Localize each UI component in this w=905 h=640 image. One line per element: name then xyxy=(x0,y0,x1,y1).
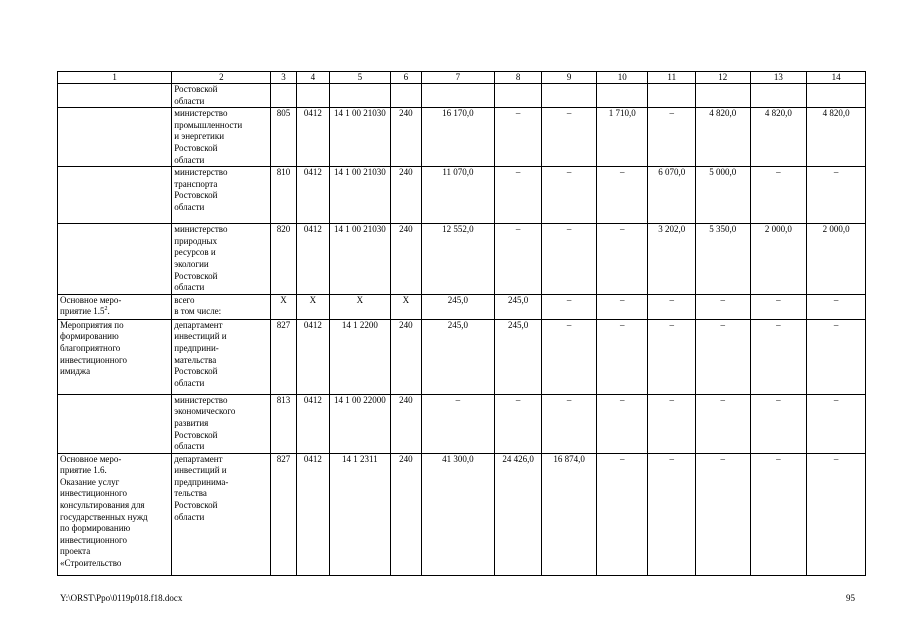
value-cell xyxy=(271,453,296,575)
value-cell xyxy=(807,224,866,295)
cell-text: – xyxy=(566,394,572,405)
value-cell xyxy=(648,453,696,575)
value-cell xyxy=(330,167,391,224)
value-cell xyxy=(750,394,807,453)
table-row xyxy=(58,167,866,224)
value-cell xyxy=(390,224,421,295)
table-row xyxy=(58,108,866,167)
value-cell xyxy=(807,167,866,224)
cell-text: 24 426,0 xyxy=(502,453,534,464)
value-cell xyxy=(422,108,495,167)
value-cell xyxy=(696,319,751,394)
col-header: 9 xyxy=(542,72,597,84)
value-cell xyxy=(596,453,648,575)
value-cell xyxy=(330,224,391,295)
value-cell xyxy=(696,394,751,453)
value-cell xyxy=(807,294,866,319)
cell-text: 14 1 00 21030 xyxy=(333,167,386,178)
cell-text: – xyxy=(833,167,839,178)
cell-text: – xyxy=(669,394,674,405)
col-header: 4 xyxy=(296,72,329,84)
table-row xyxy=(58,224,866,295)
value-cell xyxy=(296,319,329,394)
activity-cell xyxy=(58,108,172,167)
cell-text: департамент инвестиций и предпринима- тельства Ростовской области xyxy=(174,453,229,522)
cell-text: 805 xyxy=(276,108,291,119)
cell-text: – xyxy=(720,453,726,464)
value-cell xyxy=(422,167,495,224)
activity-cell xyxy=(58,84,172,108)
col-header: 11 xyxy=(648,72,696,84)
value-cell xyxy=(696,167,751,224)
cell-text: 2 000,0 xyxy=(822,224,850,235)
cell-text: 245,0 xyxy=(447,294,469,305)
cell-text: – xyxy=(566,108,572,119)
executor-cell xyxy=(172,167,271,224)
header-row xyxy=(58,72,866,84)
activity-cell xyxy=(58,224,172,295)
cell-text: – xyxy=(566,319,572,330)
value-cell xyxy=(271,167,296,224)
value-cell xyxy=(271,108,296,167)
cell-text: 14 1 00 21030 xyxy=(333,224,386,235)
footer-file-path: Y:\ORST\Ppo\0119p018.f18.docx xyxy=(60,593,183,603)
value-cell xyxy=(271,319,296,394)
col-header: 2 xyxy=(172,72,271,84)
cell-text: Х xyxy=(356,294,364,305)
value-cell xyxy=(750,84,807,108)
cell-text: 813 xyxy=(276,394,291,405)
cell-text: 0412 xyxy=(303,453,322,464)
value-cell xyxy=(596,84,648,108)
cell-text: – xyxy=(566,224,572,235)
col-header: 14 xyxy=(807,72,866,84)
cell-text: – xyxy=(776,394,781,405)
cell-text: 2 000,0 xyxy=(764,224,792,235)
cell-text: – xyxy=(619,294,625,305)
value-cell xyxy=(296,453,329,575)
value-cell xyxy=(494,224,542,295)
cell-text: Х xyxy=(309,294,317,305)
cell-text: – xyxy=(776,294,781,305)
cell-text: 16 874,0 xyxy=(553,453,585,464)
cell-text: 0412 xyxy=(303,167,322,178)
cell-text: 0412 xyxy=(303,108,322,119)
col-header: 1 xyxy=(58,72,172,84)
value-cell xyxy=(271,394,296,453)
value-cell xyxy=(696,108,751,167)
cell-text: – xyxy=(669,108,674,119)
cell-text: – xyxy=(669,294,674,305)
cell-text: 1 710,0 xyxy=(608,108,636,119)
cell-text: 245,0 xyxy=(507,319,529,330)
col-header: 3 xyxy=(271,72,296,84)
value-cell xyxy=(750,224,807,295)
value-cell xyxy=(542,108,597,167)
value-cell xyxy=(750,453,807,575)
cell-text: – xyxy=(776,319,781,330)
activity-cell xyxy=(58,294,172,319)
cell-text: – xyxy=(833,453,839,464)
value-cell xyxy=(542,394,597,453)
budget-table xyxy=(57,71,866,576)
cell-text: Х xyxy=(280,294,287,305)
cell-text: – xyxy=(515,394,521,405)
table-row xyxy=(58,394,866,453)
cell-text: всего в том числе: xyxy=(174,294,222,317)
cell-text: 3 202,0 xyxy=(658,224,686,235)
cell-text: министерство экономического развития Ростовской области xyxy=(174,394,236,452)
cell-text: 5 000,0 xyxy=(709,167,737,178)
cell-text: – xyxy=(720,294,726,305)
cell-text: – xyxy=(833,319,839,330)
cell-text: департамент инвестиций и предприни- мательства Ростовской области xyxy=(174,319,227,388)
punctuation: . xyxy=(107,306,110,317)
value-cell xyxy=(296,167,329,224)
col-header: 6 xyxy=(390,72,421,84)
value-cell xyxy=(494,108,542,167)
value-cell xyxy=(296,394,329,453)
footnote-marker: 2 xyxy=(104,306,108,313)
cell-text: – xyxy=(720,394,726,405)
cell-text: – xyxy=(669,453,674,464)
value-cell xyxy=(330,108,391,167)
cell-text: 11 070,0 xyxy=(442,167,474,178)
value-cell xyxy=(648,224,696,295)
cell-text: министерство природных ресурсов и экологии Ростовской области xyxy=(174,224,228,293)
cell-text: – xyxy=(566,167,572,178)
cell-text: – xyxy=(619,394,625,405)
value-cell xyxy=(807,319,866,394)
value-cell xyxy=(750,108,807,167)
value-cell xyxy=(696,224,751,295)
cell-text: министерство промышленности и энергетики Ростовской области xyxy=(174,108,243,165)
cell-text: 16 170,0 xyxy=(442,108,474,119)
table-header xyxy=(58,72,866,84)
cell-text: 240 xyxy=(399,108,413,119)
value-cell xyxy=(494,294,542,319)
cell-text: – xyxy=(455,394,461,405)
value-cell xyxy=(271,84,296,108)
executor-cell xyxy=(172,294,271,319)
cell-text: 6 070,0 xyxy=(658,167,686,178)
value-cell xyxy=(330,453,391,575)
value-cell xyxy=(296,108,329,167)
cell-text: – xyxy=(833,394,839,405)
cell-text: – xyxy=(619,224,625,235)
executor-cell xyxy=(172,394,271,453)
cell-text: 41 300,0 xyxy=(442,453,474,464)
cell-text: – xyxy=(776,167,781,178)
cell-text: 14 1 2200 xyxy=(341,319,378,330)
cell-text: 245,0 xyxy=(447,319,469,330)
value-cell xyxy=(596,108,648,167)
cell-text: 4 820,0 xyxy=(822,108,850,119)
cell-text: 5 350,0 xyxy=(709,224,737,235)
cell-text: – xyxy=(619,319,625,330)
cell-text: Ростовской области xyxy=(174,84,218,106)
cell-text: – xyxy=(515,224,521,235)
col-header: 5 xyxy=(330,72,391,84)
table-row xyxy=(58,84,866,108)
cell-text: 240 xyxy=(399,224,413,235)
value-cell xyxy=(750,167,807,224)
value-cell xyxy=(390,108,421,167)
value-cell xyxy=(330,84,391,108)
value-cell xyxy=(422,224,495,295)
cell-text: 0412 xyxy=(303,319,322,330)
cell-text: – xyxy=(566,294,572,305)
cell-text: 827 xyxy=(276,453,291,464)
value-cell xyxy=(422,394,495,453)
table-body xyxy=(58,84,866,576)
value-cell xyxy=(542,294,597,319)
cell-text: 240 xyxy=(399,319,413,330)
value-cell xyxy=(494,167,542,224)
table-row xyxy=(58,453,866,575)
value-cell xyxy=(296,84,329,108)
value-cell xyxy=(330,294,391,319)
cell-text: – xyxy=(515,108,521,119)
value-cell xyxy=(542,167,597,224)
cell-text: 14 1 00 22000 xyxy=(333,394,386,405)
value-cell xyxy=(422,319,495,394)
table-row xyxy=(58,294,866,319)
cell-text: 820 xyxy=(276,224,291,235)
cell-text: 0412 xyxy=(303,224,322,235)
value-cell xyxy=(542,319,597,394)
cell-text: – xyxy=(833,294,839,305)
value-cell xyxy=(494,319,542,394)
value-cell xyxy=(271,224,296,295)
table-row xyxy=(58,319,866,394)
value-cell xyxy=(494,394,542,453)
cell-text: Мероприятия по формированию благоприятного инвестиционного имиджа xyxy=(60,319,128,377)
value-cell xyxy=(422,294,495,319)
value-cell xyxy=(807,84,866,108)
value-cell xyxy=(596,319,648,394)
value-cell xyxy=(390,453,421,575)
cell-text: министерство транспорта Ростовской области xyxy=(174,167,228,212)
value-cell xyxy=(750,294,807,319)
cell-text: Основное меро- приятие 1.5 xyxy=(60,294,122,317)
cell-text: – xyxy=(515,167,521,178)
value-cell xyxy=(807,394,866,453)
footer-page-number: 95 xyxy=(846,593,855,603)
cell-text: – xyxy=(669,319,674,330)
cell-text: 240 xyxy=(399,453,413,464)
executor-cell xyxy=(172,224,271,295)
value-cell xyxy=(542,224,597,295)
cell-text: 12 552,0 xyxy=(442,224,474,235)
value-cell xyxy=(390,319,421,394)
activity-cell xyxy=(58,394,172,453)
cell-text: 4 820,0 xyxy=(764,108,792,119)
value-cell xyxy=(596,167,648,224)
value-cell xyxy=(807,453,866,575)
cell-text: – xyxy=(619,453,625,464)
value-cell xyxy=(696,453,751,575)
cell-text: – xyxy=(720,319,726,330)
value-cell xyxy=(696,294,751,319)
activity-cell xyxy=(58,319,172,394)
executor-cell xyxy=(172,453,271,575)
activity-cell xyxy=(58,167,172,224)
value-cell xyxy=(330,394,391,453)
value-cell xyxy=(542,453,597,575)
value-cell xyxy=(648,84,696,108)
cell-text: – xyxy=(776,453,781,464)
value-cell xyxy=(390,167,421,224)
value-cell xyxy=(330,319,391,394)
cell-text: 245,0 xyxy=(507,294,529,305)
value-cell xyxy=(807,108,866,167)
value-cell xyxy=(494,84,542,108)
value-cell xyxy=(494,453,542,575)
cell-text: 14 1 2311 xyxy=(342,453,378,464)
cell-text: Основное меро- приятие 1.6. Оказание услуг инвестиционного консультирования для государственных нужд по формированию инвестиционного проекта «Строительство xyxy=(60,453,148,569)
value-cell xyxy=(696,84,751,108)
cell-text: 240 xyxy=(399,394,413,405)
col-header: 13 xyxy=(750,72,807,84)
col-header: 12 xyxy=(696,72,751,84)
col-header: 8 xyxy=(494,72,542,84)
cell-text: 4 820,0 xyxy=(709,108,737,119)
value-cell xyxy=(271,294,296,319)
value-cell xyxy=(422,453,495,575)
value-cell xyxy=(390,394,421,453)
cell-text: – xyxy=(619,167,625,178)
executor-cell xyxy=(172,84,271,108)
value-cell xyxy=(596,294,648,319)
value-cell xyxy=(390,84,421,108)
value-cell xyxy=(648,319,696,394)
value-cell xyxy=(648,294,696,319)
value-cell xyxy=(596,394,648,453)
value-cell xyxy=(648,108,696,167)
value-cell xyxy=(390,294,421,319)
col-header: 10 xyxy=(596,72,648,84)
value-cell xyxy=(750,319,807,394)
cell-text: 14 1 00 21030 xyxy=(333,108,386,119)
cell-text: 827 xyxy=(276,319,291,330)
cell-text: 810 xyxy=(276,167,291,178)
cell-text: 240 xyxy=(399,167,413,178)
cell-text: Х xyxy=(402,294,410,305)
executor-cell xyxy=(172,108,271,167)
value-cell xyxy=(596,224,648,295)
value-cell xyxy=(296,294,329,319)
value-cell xyxy=(648,167,696,224)
value-cell xyxy=(648,394,696,453)
col-header: 7 xyxy=(422,72,495,84)
value-cell xyxy=(542,84,597,108)
value-cell xyxy=(422,84,495,108)
value-cell xyxy=(296,224,329,295)
activity-cell xyxy=(58,453,172,575)
executor-cell xyxy=(172,319,271,394)
cell-text: 0412 xyxy=(303,394,322,405)
